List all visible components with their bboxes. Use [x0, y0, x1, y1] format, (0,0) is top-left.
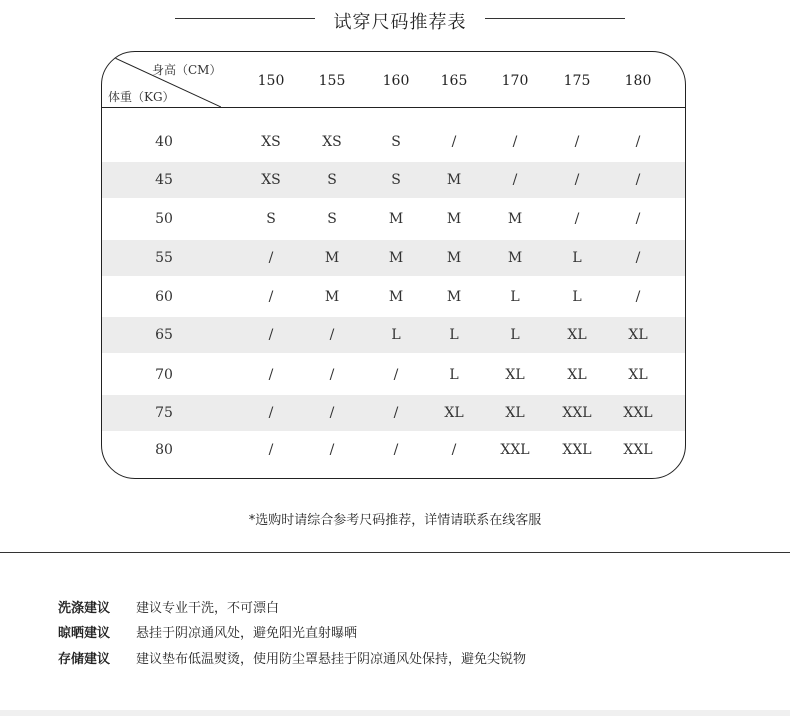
size-cell: /	[635, 134, 641, 150]
size-cell: M	[446, 289, 462, 305]
height-header-cell: 160	[382, 73, 410, 89]
size-cell: L	[449, 367, 459, 383]
size-cell: /	[574, 134, 580, 150]
height-header-cell: 170	[501, 73, 529, 89]
weight-cell: 40	[155, 134, 173, 150]
size-cell: S	[266, 211, 276, 227]
size-cell: L	[510, 289, 520, 305]
height-header-cell: 150	[257, 73, 285, 89]
size-cell: /	[451, 134, 457, 150]
care-label: 存储建议	[58, 652, 111, 667]
bottom-strip	[0, 710, 790, 716]
size-cell: M	[446, 250, 462, 266]
weight-cell: 65	[155, 327, 173, 343]
care-item-wash	[58, 597, 279, 616]
table-row	[102, 240, 685, 276]
height-header-cell: 180	[624, 73, 652, 89]
size-cell: /	[268, 367, 274, 383]
size-cell: S	[327, 172, 337, 188]
table-row	[102, 395, 685, 431]
size-cell: /	[451, 442, 457, 458]
size-cell: M	[446, 172, 462, 188]
size-table	[101, 51, 686, 479]
size-cell: XXL	[623, 442, 653, 458]
weight-cell: 70	[155, 367, 173, 383]
size-cell: /	[512, 172, 518, 188]
weight-cell: 80	[155, 442, 173, 458]
size-cell: /	[574, 172, 580, 188]
height-header-cell: 175	[563, 73, 591, 89]
weight-cell: 50	[155, 211, 173, 227]
size-cell: /	[574, 211, 580, 227]
size-cell: /	[635, 211, 641, 227]
size-cell: XL	[628, 367, 648, 383]
care-text: 建议垫布低温熨烫，使用防尘罩悬挂于阴凉通风处保持，避免尖锐物	[136, 652, 527, 667]
size-cell: /	[329, 367, 335, 383]
size-cell: /	[393, 405, 399, 421]
size-cell: /	[635, 250, 641, 266]
size-cell: /	[512, 134, 518, 150]
title-divider-left	[175, 18, 315, 19]
size-cell: /	[393, 367, 399, 383]
size-cell: XL	[567, 367, 587, 383]
size-cell: M	[388, 211, 404, 227]
table-row	[102, 279, 685, 315]
title-divider-right	[485, 18, 625, 19]
size-cell: L	[449, 327, 459, 343]
size-cell: S	[327, 211, 337, 227]
weight-cell: 55	[155, 250, 173, 266]
section-divider	[0, 552, 790, 553]
size-cell: M	[388, 289, 404, 305]
weight-cell: 75	[155, 405, 173, 421]
title-bar	[0, 0, 790, 40]
care-item-dry	[58, 622, 357, 641]
size-cell: L	[572, 289, 582, 305]
size-cell: S	[391, 172, 401, 188]
weight-axis-label: 体重（KG）	[108, 90, 175, 104]
size-cell: /	[329, 327, 335, 343]
size-cell: L	[391, 327, 401, 343]
weight-cell: 45	[155, 172, 173, 188]
table-row	[102, 124, 685, 160]
size-cell: /	[268, 405, 274, 421]
size-cell: M	[324, 289, 340, 305]
size-cell: S	[391, 134, 401, 150]
care-label: 晾晒建议	[58, 626, 111, 641]
size-cell: /	[268, 442, 274, 458]
height-header-cell: 155	[318, 73, 346, 89]
size-cell: XL	[505, 367, 525, 383]
size-cell: L	[510, 327, 520, 343]
care-label: 洗涤建议	[58, 601, 111, 616]
size-cell: XS	[261, 172, 281, 188]
care-text: 建议专业干洗，不可漂白	[136, 601, 280, 616]
size-cell: /	[268, 289, 274, 305]
size-cell: M	[507, 250, 523, 266]
size-cell: M	[388, 250, 404, 266]
size-cell: XL	[628, 327, 648, 343]
size-cell: XL	[505, 405, 525, 421]
size-cell: XXL	[562, 442, 592, 458]
table-row	[102, 357, 685, 393]
size-cell: XXL	[623, 405, 653, 421]
page-title: 试穿尺码推荐表	[333, 12, 467, 33]
size-cell: M	[507, 211, 523, 227]
corner-cell	[102, 52, 221, 107]
size-cell: XXL	[562, 405, 592, 421]
height-axis-label: 身高（CM）	[152, 63, 222, 77]
size-cell: /	[329, 405, 335, 421]
recommendation-note: *选购时请综合参考尺码推荐，详情请联系在线客服	[248, 513, 542, 528]
size-cell: /	[635, 172, 641, 188]
size-cell: XL	[567, 327, 587, 343]
table-row	[102, 317, 685, 353]
size-cell: XS	[322, 134, 342, 150]
size-cell: /	[329, 442, 335, 458]
size-cell: XXL	[500, 442, 530, 458]
weight-cell: 60	[155, 289, 173, 305]
size-cell: L	[572, 250, 582, 266]
size-cell: /	[268, 327, 274, 343]
care-item-storage	[58, 648, 526, 667]
height-header-cell: 165	[440, 73, 468, 89]
size-cell: /	[393, 442, 399, 458]
size-cell: /	[268, 250, 274, 266]
table-row	[102, 162, 685, 198]
size-cell: /	[635, 289, 641, 305]
size-cell: XS	[261, 134, 281, 150]
size-cell: M	[446, 211, 462, 227]
table-row	[102, 201, 685, 237]
size-cell: XL	[444, 405, 464, 421]
care-text: 悬挂于阴凉通风处，避免阳光直射曝晒	[136, 626, 358, 641]
table-header	[102, 52, 685, 108]
table-row	[102, 432, 685, 468]
size-cell: M	[324, 250, 340, 266]
